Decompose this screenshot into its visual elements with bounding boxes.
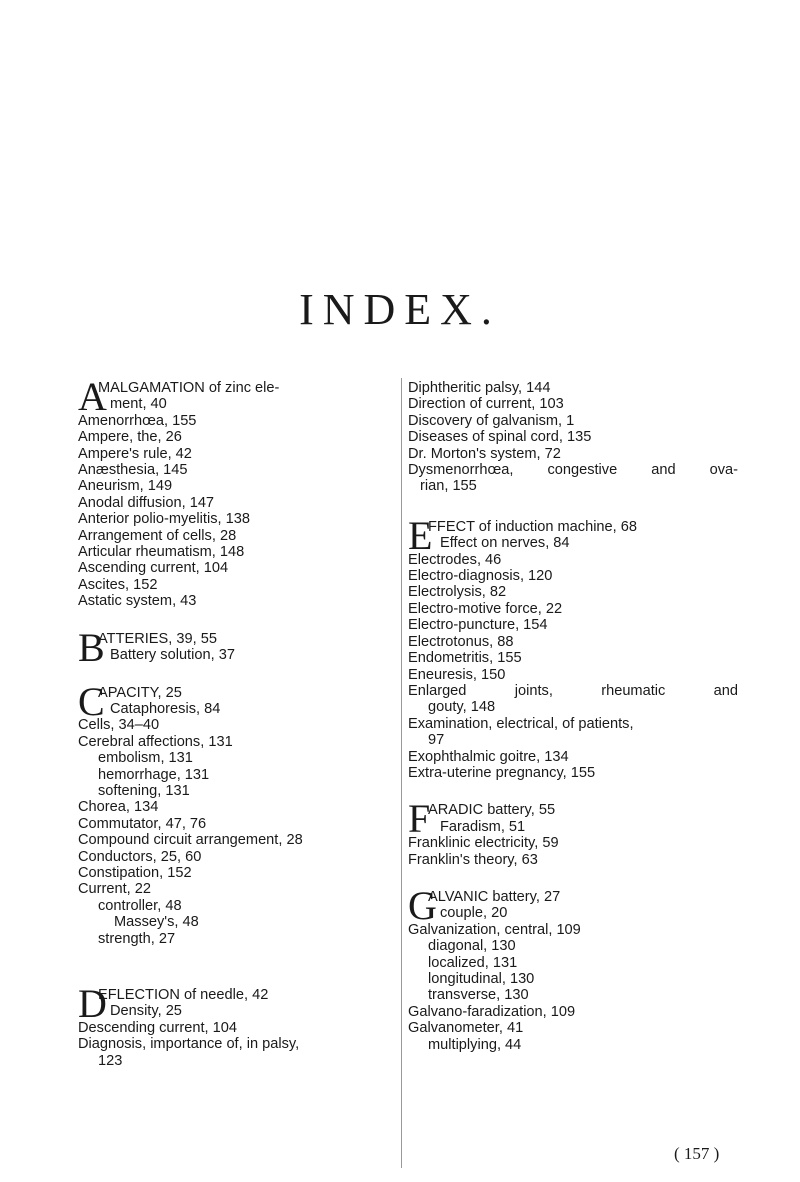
entry-text: Faradism, 51 [440, 818, 526, 835]
index-entry: Massey's, 48 [114, 914, 199, 931]
section-e-entries [408, 552, 738, 782]
entry-text: MALGAMATION of zinc ele- [98, 380, 280, 396]
drop-cap-b: B [78, 624, 105, 670]
index-entry: Examination, electrical, of patients, [408, 715, 634, 732]
entry-text: couple, 20 [440, 905, 508, 922]
section-b-head [78, 624, 398, 670]
index-entry: Amenorrhœa, 155 [78, 412, 197, 429]
index-entry: Galvanometer, 41 [408, 1020, 524, 1037]
index-entry: Conductors, 25, 60 [78, 848, 202, 865]
drop-cap-f: F [408, 796, 431, 842]
entry-text: APACITY, 25 [98, 684, 182, 701]
entry-text: ARADIC battery, 55 [428, 802, 556, 819]
index-entry: Astatic system, 43 [78, 593, 197, 610]
section-e-head [408, 512, 738, 558]
index-entry: Diagnosis, importance of, in palsy, [78, 1036, 300, 1053]
section-g-head [408, 882, 738, 928]
section-d-head [78, 981, 398, 1026]
index-entry: Descending current, 104 [78, 1019, 238, 1036]
index-entry: Chorea, 134 [78, 799, 159, 816]
index-entry: Current, 22 [78, 881, 152, 898]
entry-text: Battery solution, 37 [110, 647, 235, 664]
index-entry: Constipation, 152 [78, 864, 192, 881]
index-entry: Ampere's rule, 42 [78, 445, 192, 462]
index-entry: strength, 27 [98, 930, 176, 947]
index-entry: diagonal, 130 [428, 938, 516, 955]
index-entry: controller, 48 [98, 897, 182, 914]
index-entry: embolism, 131 [98, 750, 193, 767]
index-entry: multiplying, 44 [428, 1036, 522, 1053]
page-number: ( 157 ) [674, 1144, 720, 1163]
index-entry: localized, 131 [428, 954, 518, 971]
section-e [408, 512, 738, 782]
index-entry: Diphtheritic palsy, 144 [408, 380, 551, 396]
index-entry: Ampere, the, 26 [78, 429, 182, 446]
index-entry: Articular rheumatism, 148 [78, 544, 245, 561]
drop-cap-g: G [408, 882, 437, 928]
index-entry: gouty, 148 [428, 699, 496, 716]
index-entry: 123 [98, 1052, 123, 1069]
index-entry: Aneurism, 149 [78, 478, 173, 495]
index-entry: Commutator, 47, 76 [78, 815, 207, 832]
index-entry: Franklinic electricity, 59 [408, 835, 559, 852]
index-entry: Electrotonus, 88 [408, 633, 514, 650]
entry-text: ATTERIES, 39, 55 [98, 630, 217, 647]
entry-text: FFECT of induction machine, 68 [428, 518, 638, 535]
index-entry: Electrodes, 46 [408, 551, 502, 568]
section-f-head [408, 796, 738, 842]
index-entry: Exophthalmic goitre, 134 [408, 748, 569, 765]
index-entry: Compound circuit arrangement, 28 [78, 832, 303, 849]
section-a [78, 374, 398, 610]
entry-text: ALVANIC battery, 27 [428, 888, 561, 905]
index-entry: Anodal diffusion, 147 [78, 494, 215, 511]
index-column-left [78, 374, 398, 1090]
index-entry: hemorrhage, 131 [98, 766, 210, 783]
index-entry: Discovery of galvanism, 1 [408, 412, 575, 429]
entry-text: EFLECTION of needle, 42 [98, 987, 269, 1003]
drop-cap-a: A [78, 374, 107, 419]
index-entry: Endometritis, 155 [408, 650, 522, 667]
drop-cap-e: E [408, 512, 433, 558]
index-entry: Electro-puncture, 154 [408, 617, 548, 634]
index-entry: Arrangement of cells, 28 [78, 527, 237, 544]
index-entry: Franklin's theory, 63 [408, 851, 538, 868]
index-entry: Anterior polio-myelitis, 138 [78, 511, 250, 528]
index-entry: Electro-diagnosis, 120 [408, 568, 553, 585]
index-entry: Ascites, 152 [78, 576, 158, 593]
index-entry: Cerebral affections, 131 [78, 733, 233, 750]
index-entry: Enlarged joints, rheumatic and [408, 682, 738, 699]
index-entry: Galvanization, central, 109 [408, 921, 581, 938]
section-g [408, 882, 738, 1053]
index-entry: Dr. Morton's system, 72 [408, 445, 561, 462]
section-a-head [78, 374, 398, 419]
section-d [78, 981, 398, 1069]
index-entry: longitudinal, 130 [428, 971, 535, 987]
index-entry: Direction of current, 103 [408, 396, 564, 413]
index-entry: Ascending current, 104 [78, 560, 229, 577]
drop-cap-c: C [78, 678, 105, 724]
section-d-continued [408, 380, 738, 495]
index-entry: transverse, 130 [428, 987, 529, 1004]
index-entry: Dysmenorrhœa, congestive and ova- [408, 462, 738, 479]
index-entry: softening, 131 [98, 782, 190, 799]
index-entry: Diseases of spinal cord, 135 [408, 429, 592, 446]
index-entry: 97 [428, 732, 445, 749]
index-entry: Eneuresis, 150 [408, 666, 506, 683]
index-entry: Extra-uterine pregnancy, 155 [408, 764, 596, 781]
section-c-entries [78, 717, 398, 947]
column-divider [401, 378, 402, 1168]
index-entry: Electro-motive force, 22 [408, 600, 563, 617]
index-entry: Cells, 34–40 [78, 717, 160, 734]
section-c-head [78, 678, 398, 724]
section-c [78, 678, 398, 948]
section-f [408, 796, 738, 868]
section-g-entries [408, 922, 738, 1053]
index-entry: Electrolysis, 82 [408, 584, 507, 601]
entry-text: Density, 25 [110, 1003, 182, 1020]
index-entry: Galvano-faradization, 109 [408, 1003, 576, 1020]
page-title: INDEX. [299, 285, 501, 334]
entry-text: Effect on nerves, 84 [440, 535, 570, 552]
index-entry: Anæsthesia, 145 [78, 462, 188, 479]
index-column-right [408, 380, 738, 1074]
entry-text: ment, 40 [110, 396, 167, 413]
entry-text: Cataphoresis, 84 [110, 700, 221, 717]
index-entry: rian, 155 [420, 478, 477, 495]
drop-cap-d: D [78, 981, 107, 1026]
section-b [78, 624, 398, 670]
